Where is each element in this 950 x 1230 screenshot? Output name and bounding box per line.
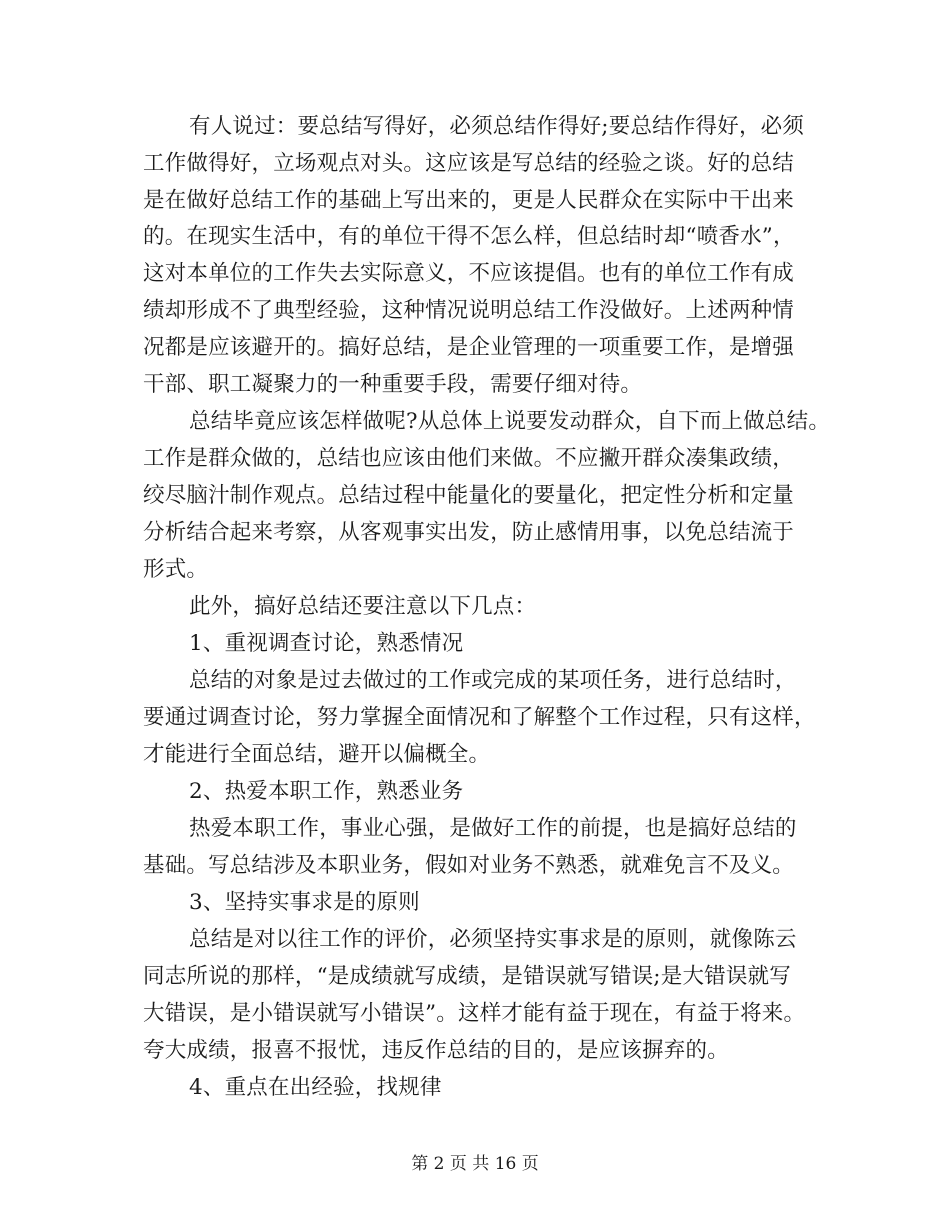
paragraph-line: 才能进行全面总结，避开以偏概全。 <box>143 742 491 767</box>
paragraph-line: 大错误，是小错误就写小错误”。这样才能有益于现在，有益于将来。 <box>143 1001 806 1026</box>
section-heading: 4、重点在出经验，找规律 <box>189 1075 442 1100</box>
paragraph-line: 工作是群众做的，总结也应该由他们来做。不应撇开群众凑集政绩， <box>143 446 795 471</box>
paragraph-line: 形式。 <box>143 557 209 582</box>
paragraph-line: 此外，搞好总结还要注意以下几点： <box>189 594 537 619</box>
section-heading: 2、热爱本职工作，熟悉业务 <box>189 779 464 804</box>
paragraph-line: 绞尽脑汁制作观点。总结过程中能量化的要量化，把定性分析和定量 <box>143 483 795 508</box>
paragraph-line: 同志所说的那样，“是成绩就写成绩，是错误就写错误;是大错误就写 <box>143 964 791 989</box>
paragraph-line: 总结是对以往工作的评价，必须坚持实事求是的原则，就像陈云 <box>189 927 797 952</box>
paragraph-line: 热爱本职工作，事业心强，是做好工作的前提，也是搞好总结的 <box>189 816 797 841</box>
paragraph-line: 的。在现实生活中，有的单位干得不怎么样，但总结时却“喷香水”， <box>143 224 795 249</box>
paragraph-line: 分析结合起来考察，从客观事实出发，防止感情用事，以免总结流于 <box>143 520 795 545</box>
page-number-footer: 第 2 页 共 16 页 <box>411 1154 539 1174</box>
paragraph-line: 夸大成绩，报喜不报忧，违反作总结的目的，是应该摒弃的。 <box>143 1038 729 1063</box>
paragraph-line: 总结毕竟应该怎样做呢?从总体上说要发动群众，自下而上做总结。 <box>189 409 831 434</box>
paragraph-line: 况都是应该避开的。搞好总结，是企业管理的一项重要工作，是增强 <box>143 335 795 360</box>
paragraph-line: 工作做得好，立场观点对头。这应该是写总结的经验之谈。好的总结 <box>143 151 795 176</box>
paragraph-line: 绩却形成不了典型经验，这种情况说明总结工作没做好。上述两种情 <box>143 298 795 323</box>
paragraph-line: 干部、职工凝聚力的一种重要手段，需要仔细对待。 <box>143 372 643 397</box>
paragraph-line: 基础。写总结涉及本职业务，假如对业务不熟悉，就难免言不及义。 <box>143 853 795 878</box>
paragraph-line: 有人说过：要总结写得好，必须总结作得好;要总结作得好，必须 <box>189 114 805 139</box>
section-heading: 3、坚持实事求是的原则 <box>189 890 420 915</box>
paragraph-line: 要通过调查讨论，努力掌握全面情况和了解整个工作过程，只有这样， <box>143 705 816 730</box>
paragraph-line: 这对本单位的工作失去实际意义，不应该提倡。也有的单位工作有成 <box>143 261 795 286</box>
section-heading: 1、重视调查讨论，熟悉情况 <box>189 631 464 656</box>
paragraph-line: 总结的对象是过去做过的工作或完成的某项任务，进行总结时， <box>189 668 797 693</box>
paragraph-line: 是在做好总结工作的基础上写出来的，更是人民群众在实际中干出来 <box>143 188 795 213</box>
